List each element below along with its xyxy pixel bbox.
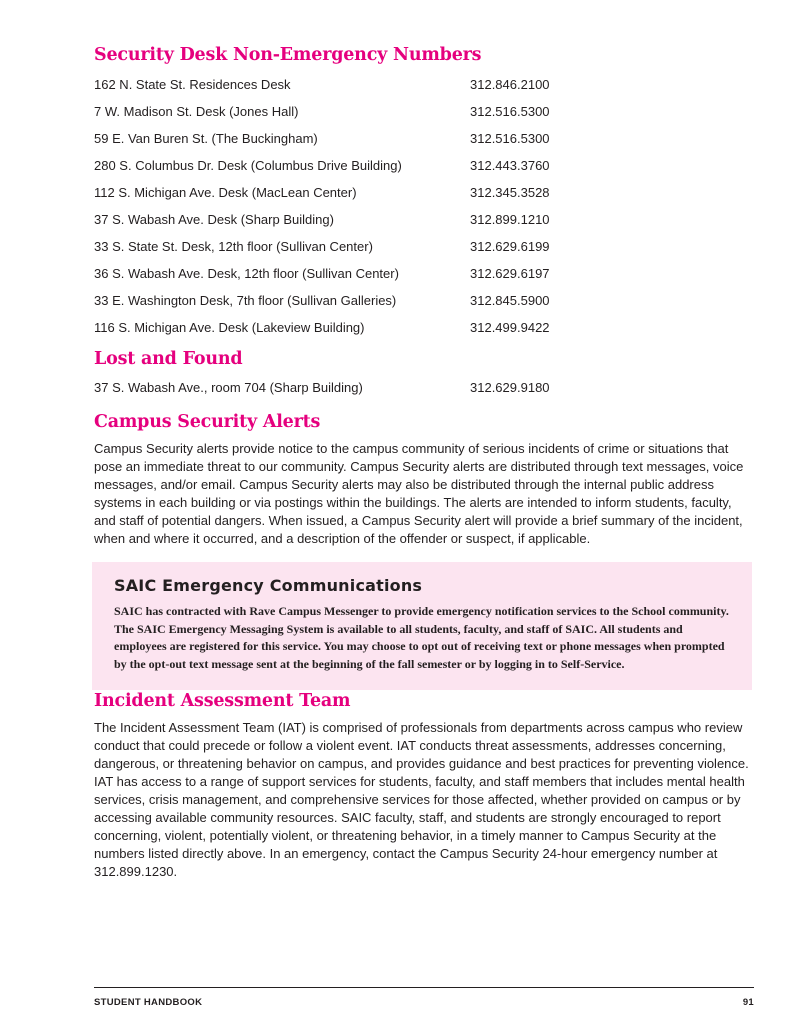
- alerts-heading: Campus Security Alerts: [94, 412, 321, 432]
- desk-phone: 312.899.1210: [470, 212, 550, 227]
- table-row: [94, 314, 754, 341]
- page-content: [94, 44, 754, 881]
- footer-title: STUDENT HANDBOOK: [94, 997, 203, 1008]
- lost-found-table: [94, 374, 754, 401]
- desk-phone: 312.345.3528: [470, 185, 550, 200]
- table-row: [94, 233, 754, 260]
- table-row: [94, 98, 754, 125]
- iat-heading: Incident Assessment Team: [94, 691, 351, 711]
- desk-location: 162 N. State St. Residences Desk: [94, 77, 291, 92]
- desk-phone: 312.629.6199: [470, 239, 550, 254]
- desk-phone: 312.499.9422: [470, 320, 550, 335]
- desks-heading: Security Desk Non-Emergency Numbers: [94, 45, 482, 65]
- table-row: [94, 152, 754, 179]
- table-row: [94, 206, 754, 233]
- emergency-communications-callout: [92, 562, 752, 690]
- desk-location: 59 E. Van Buren St. (The Buckingham): [94, 131, 318, 146]
- desk-phone: 312.845.5900: [470, 293, 550, 308]
- table-row: [94, 125, 754, 152]
- page-number: 91: [742, 997, 754, 1008]
- iat-paragraph: The Incident Assessment Team (IAT) is comprised of professionals from departments across campus who review conduct that could precede or follow a violent event. IAT conducts threat assessments, addresses concerning, dangerous, or threatening behavior on campus, and provides guidance and best practices for preventing violence. IAT has access to a range of support services for students, faculty, and staff members that includes mental health services, crisis management, and comprehensive services for those affected, whether provided on campus or by accessing available community resources. SAIC faculty, staff, and students are strongly encouraged to report concerning, violent, potentially violent, or threatening behavior, in a timely manner to Campus Security at the numbers listed directly above. In an emergency, contact the Campus Security 24-hour emergency number at 312.899.1230.: [94, 720, 749, 879]
- table-row: [94, 287, 754, 314]
- alerts-paragraph: Campus Security alerts provide notice to the campus community of serious incidents of crime or situations that pose an immediate threat to our community. Campus Security alerts are distributed through text messages, voice messages, and/or email. Campus Security alerts may also be distributed through the internal public address systems in each building or via postings within the buildings. The alerts are intended to inform students, faculty, and staff of potential dangers. When issued, a Campus Security alert will provide a brief summary of the incident, when and where it occurred, and a description of the offender or suspect, if applicable.: [94, 441, 744, 546]
- desk-phone: 312.846.2100: [470, 77, 550, 92]
- lost-found-phone: 312.629.9180: [470, 380, 550, 395]
- desk-phone: 312.443.3760: [470, 158, 550, 173]
- desk-phone: 312.516.5300: [470, 131, 550, 146]
- table-row: [94, 179, 754, 206]
- table-row: [94, 374, 754, 401]
- desk-phone: 312.629.6197: [470, 266, 550, 281]
- table-row: [94, 71, 754, 98]
- desk-location: 37 S. Wabash Ave. Desk (Sharp Building): [94, 212, 334, 227]
- desk-location: 112 S. Michigan Ave. Desk (MacLean Center): [94, 185, 357, 200]
- desk-phone: 312.516.5300: [470, 104, 550, 119]
- table-row: [94, 260, 754, 287]
- footer-divider: [94, 987, 754, 988]
- lost-found-location: 37 S. Wabash Ave., room 704 (Sharp Building): [94, 380, 363, 395]
- desk-location: 33 E. Washington Desk, 7th floor (Sullivan Galleries): [94, 293, 397, 308]
- desk-location: 116 S. Michigan Ave. Desk (Lakeview Building): [94, 320, 365, 335]
- desks-table: [94, 71, 754, 341]
- callout-paragraph: SAIC has contracted with Rave Campus Messenger to provide emergency notification services to the School community. The SAIC Emergency Messaging System is available to all students, faculty, and staff of SAIC. All students and employees are registered for this service. You may choose to opt out of receiving text or phone messages when prompted by the opt-out text message sent at the beginning of the fall semester or by logging in to Self-Service.: [114, 604, 729, 671]
- desk-location: 280 S. Columbus Dr. Desk (Columbus Drive Building): [94, 158, 402, 173]
- callout-title: SAIC Emergency Communications: [114, 576, 423, 595]
- lost-found-heading: Lost and Found: [94, 349, 243, 369]
- desk-location: 7 W. Madison St. Desk (Jones Hall): [94, 104, 299, 119]
- desk-location: 33 S. State St. Desk, 12th floor (Sullivan Center): [94, 239, 373, 254]
- desk-location: 36 S. Wabash Ave. Desk, 12th floor (Sullivan Center): [94, 266, 399, 281]
